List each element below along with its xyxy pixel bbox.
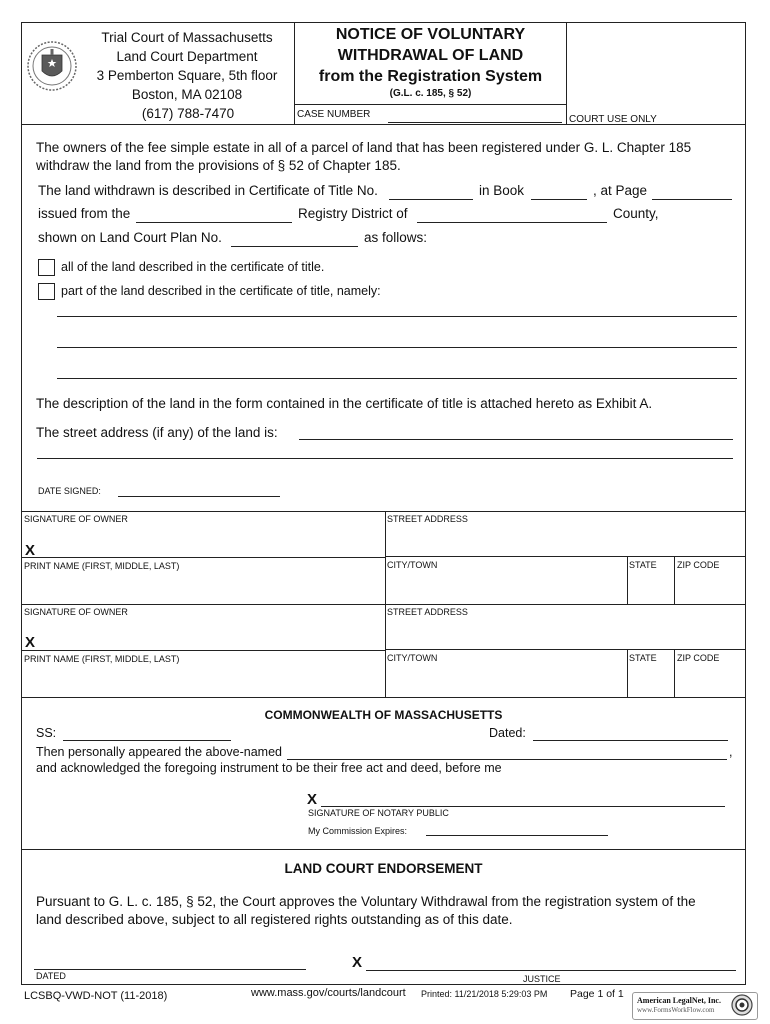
book-field[interactable] [531,184,587,200]
owner1-city-label: CITY/TOWN [387,560,438,570]
court-name: Trial Court of Massachusetts [101,30,273,45]
owner1-signature-label: SIGNATURE OF OWNER [24,514,128,524]
vendor-badge [632,992,758,1020]
part-land-option-label: part of the land described in the certificate of title, namely: [61,284,381,298]
certificate-title-label: The land withdrawn is described in Certificate of Title No. [38,183,378,198]
notary-appeared-name-field[interactable] [287,745,727,760]
owner2-print-name-label: PRINT NAME (FIRST, MIDDLE, LAST) [24,654,180,664]
court-address-city: Boston, MA 02108 [131,87,243,102]
vendor-name: American LegalNet, Inc. [637,996,721,1005]
endorsement-dated-field[interactable] [34,954,306,970]
owner2-state-label: STATE [629,653,657,663]
notary-dated-label: Dated: [489,726,526,740]
owner2-street-label: STREET ADDRESS [387,607,468,617]
justice-signature-x[interactable]: X [352,954,363,971]
street-address-field[interactable] [299,423,733,440]
court-department: Land Court Department [116,49,258,64]
notary-signature-label: SIGNATURE OF NOTARY PUBLIC [308,808,449,818]
notary-commission-label: My Commission Expires: [308,826,408,836]
notary-signature-field[interactable] [321,791,725,807]
at-page-label: , at Page [593,183,648,198]
justice-signature-field[interactable] [366,955,736,971]
notary-dated-field[interactable] [533,726,728,741]
date-signed-label: DATE SIGNED: [38,486,101,496]
land-description-line-1[interactable] [57,300,737,317]
date-signed-field[interactable] [118,481,280,497]
case-number-label: CASE NUMBER [297,109,371,120]
county-label: County, [613,206,659,221]
owner1-zip-label: ZIP CODE [677,560,720,570]
form-title-line3: from the Registration System [318,68,543,85]
intro-text-line1: The owners of the fee simple estate in all of a parcel of land that has been registered under G. L. Chapter 185 [36,140,692,155]
endorsement-dated-label: DATED [36,971,66,981]
registry-district-label: Registry District of [298,206,408,221]
owner2-signature-label: SIGNATURE OF OWNER [24,607,128,617]
notary-ss-field[interactable] [63,726,231,741]
owner2-zip-label: ZIP CODE [677,653,720,663]
intro-text-line2: withdraw the land from the provisions of § 52 of Chapter 185. [36,158,401,173]
endorsement-heading: LAND COURT ENDORSEMENT [284,861,483,876]
form-statute: (G.L. c. 185, § 52) [389,88,472,99]
notary-acknowledged-text: and acknowledged the foregoing instrument to be their free act and deed, before me [36,761,502,775]
justice-label: JUSTICE [523,974,561,984]
street-address-label: The street address (if any) of the land is: [36,425,278,440]
issued-from-field[interactable] [136,207,292,223]
notary-appeared-comma: , [729,745,733,759]
land-description-line-3[interactable] [57,362,737,379]
form-title-line2: WITHDRAWAL OF LAND [337,47,524,64]
owner2-signature-x[interactable]: X [25,634,36,651]
court-phone: (617) 788-7470 [141,106,235,121]
in-book-label: in Book [479,183,525,198]
notary-commission-field[interactable] [426,822,608,836]
registry-district-field[interactable] [417,207,607,223]
page-field[interactable] [652,184,732,200]
owner1-print-name-label: PRINT NAME (FIRST, MIDDLE, LAST) [24,561,180,571]
court-website[interactable]: www.mass.gov/courts/landcourt [251,987,406,999]
owner2-city-label: CITY/TOWN [387,653,438,663]
form-title-line1: NOTICE OF VOLUNTARY [335,26,526,43]
notary-ss-label: SS: [36,726,57,740]
court-address-street: 3 Pemberton Square, 5th floor [96,68,278,83]
notary-signature-x[interactable]: X [307,791,318,808]
notary-appeared-text: Then personally appeared the above-named [36,745,283,759]
certificate-number-field[interactable] [389,184,473,200]
endorsement-text-line1: Pursuant to G. L. c. 185, § 52, the Court approves the Voluntary Withdrawal from the registration system of the [36,894,696,909]
form-id: LCSBQ-VWD-NOT (11-2018) [24,990,168,1002]
owner1-state-label: STATE [629,560,657,570]
owner1-street-label: STREET ADDRESS [387,514,468,524]
issued-from-label: issued from the [38,206,131,221]
notary-heading: COMMONWEALTH OF MASSACHUSETTS [264,708,503,722]
plan-label: shown on Land Court Plan No. [38,230,222,245]
all-land-checkbox[interactable] [38,259,55,276]
all-land-option-label: all of the land described in the certificate of title. [61,260,325,274]
vendor-logo-icon [731,994,753,1016]
street-address-field-2[interactable] [37,442,733,459]
exhibit-text: The description of the land in the form contained in the certificate of title is attached hereto as Exhibit A. [36,396,653,411]
printed-date: Printed: 11/21/2018 5:29:03 PM [421,989,548,999]
massachusetts-seal-icon [27,41,77,91]
vendor-website: www.FormsWorkFlow.com [637,1006,715,1014]
page-number: Page 1 of 1 [570,988,624,1000]
court-use-only-label: COURT USE ONLY [569,114,657,125]
part-land-checkbox[interactable] [38,283,55,300]
endorsement-text-line2: land described above, subject to all registered rights outstanding as of this date. [36,912,513,927]
as-follows-label: as follows: [364,230,428,245]
land-description-line-2[interactable] [57,331,737,348]
owner1-signature-x[interactable]: X [25,542,36,559]
case-number-field[interactable] [388,106,562,123]
plan-number-field[interactable] [231,231,358,247]
